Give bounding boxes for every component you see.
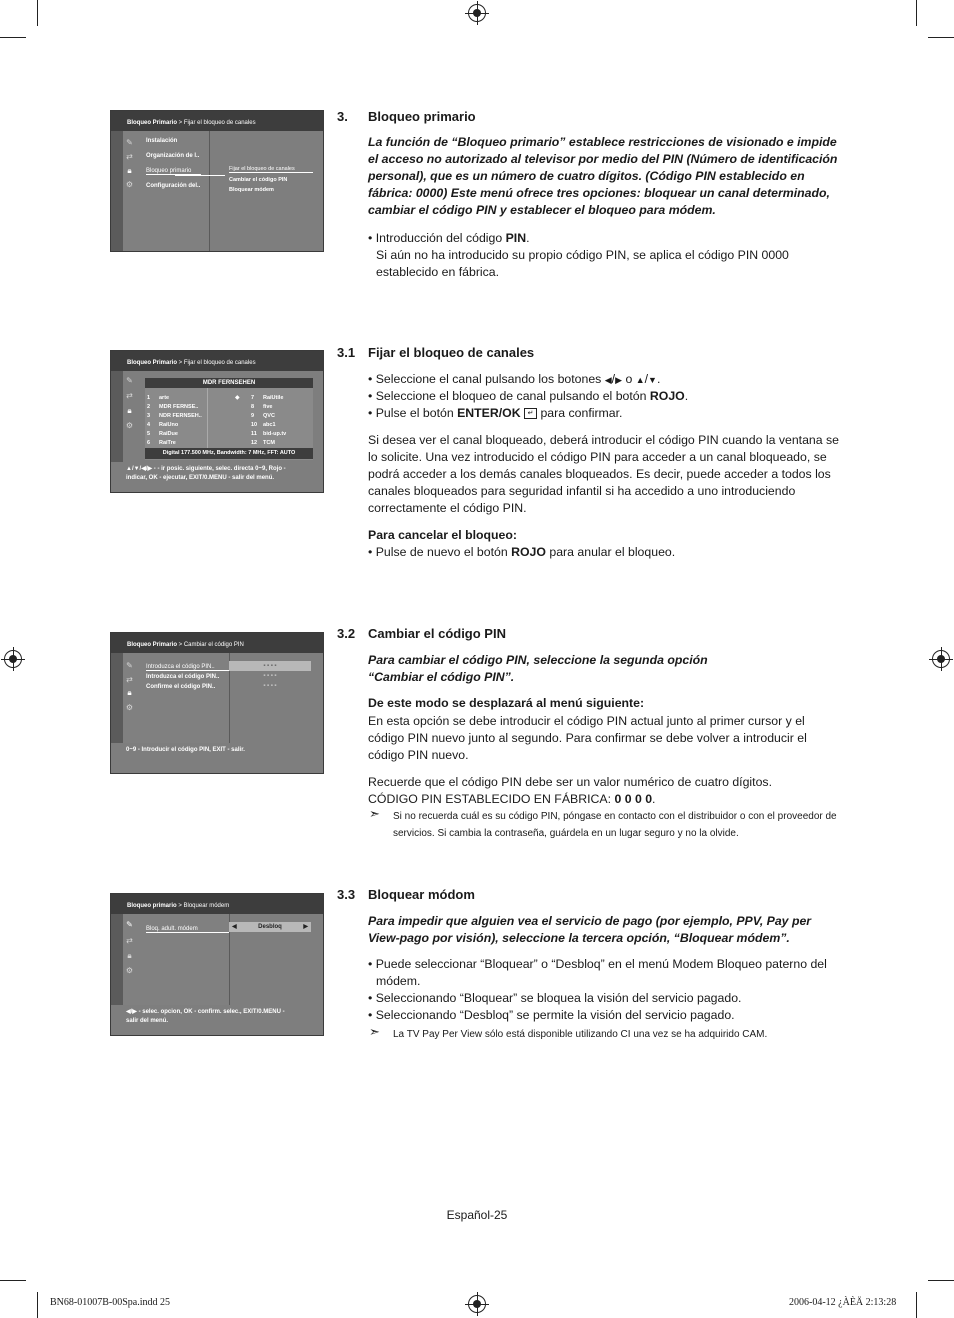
channel-name: abc1 (263, 422, 276, 428)
tv-screen-modem-lock: Bloqueo primario > Bloquear módem ✎ ⇄ 🔒︎ ⚙︎ Bloq. adult. módem ◀ Desbloq ▶ ◀/▶ - selec. opcion, OK - confirm. selec., EXIT/0.MENU - salir del menú. (110, 893, 324, 1036)
section-intro: Para cambiar el código PIN, seleccione la segunda opción (368, 653, 708, 667)
factory-pin: CÓDIGO PIN ESTABLECIDO EN FÁBRICA: 0 0 0 0. (368, 792, 656, 806)
selected-marker-icon: ◆ (235, 395, 240, 401)
bullet-select-channel: • Seleccione el canal pulsando los botones ◀/▶ o ▲/▼. (368, 372, 661, 386)
right-arrow-icon[interactable]: ▶ (303, 924, 308, 930)
section-number: 3.1 (337, 345, 356, 360)
section-number: 3. (337, 109, 348, 124)
screen-header: Bloqueo Primario > Fijar el bloqueo de canales (111, 111, 323, 131)
channel-number: 9 (251, 413, 255, 419)
channel-name: arte (159, 395, 170, 401)
cancel-title: Para cancelar el bloqueo: (368, 528, 517, 542)
lock-icon: 🔒︎ (127, 951, 132, 960)
channel-number: 8 (251, 404, 255, 410)
setup-icon: ⚙︎ (125, 180, 134, 189)
channel-icon: ⇄ (126, 936, 133, 945)
note-text: La TV Pay Per View sólo está disponible utilizando CI una vez se ha adquirido CAM. (393, 1029, 768, 1040)
channel-number: 4 (147, 422, 151, 428)
crop-mark (0, 1280, 26, 1281)
channel-row[interactable] (147, 440, 176, 446)
menu-item-configuration[interactable]: Configuración del.. (146, 183, 201, 189)
bullet-options: • Puede seleccionar “Bloquear” o “Desbloq” en el menú Modem Bloqueo paterno del (368, 957, 827, 971)
crop-mark (37, 0, 38, 26)
section-title: Fijar el bloqueo de canales (368, 345, 535, 360)
bullet-enter-ok: • Pulse el botón ENTER/OK ↵ para confirmar. (368, 406, 623, 420)
section-title: Bloqueo primario (368, 109, 476, 124)
section-intro: Para impedir que alguien vea el servicio de pago (por ejemplo, PPV, Pay per View-pago por visión), seleccione la tercera opción, “Bloquear módem”. (368, 914, 812, 945)
up-arrow-icon: ▲ (635, 375, 645, 385)
channel-number: 3 (147, 413, 151, 419)
note-text: Si no recuerda cuál es su código PIN, póngase en contacto con el distribuidor o con el proveedor de servicios. Si cambia la contraseña, guárdela en un lugar seguro y no la olvide. (393, 811, 837, 839)
channel-row[interactable] (251, 431, 286, 437)
tv-screen-channel-lock: Bloqueo Primario > Fijar el bloqueo de canales ✎ ⇄ 🔒︎ ⚙︎ MDR FERNSEHEN Digital 177.500 MHz, Bandwidth: 7 MHz, FFT: AUTO ◆ ▲/▼/◀/▶ - - ir posic. siguiente, selec. directa 0~9, Rojo - indicar, OK - ejecutar, EXIT/0.MENU - salir del menú. 1 arte 2 MDR FERNSE.. 3 NDR FERNSEH.. 4 RaiUno 5 RaiDue 6 RaiTre 7 RaiUtile 8 five 9 QVC 10 abc1 11 bid-up.tv 12 TCM (110, 350, 324, 493)
crop-mark (928, 37, 954, 38)
channel-number: 10 (251, 422, 258, 428)
channel-name: QVC (263, 413, 275, 419)
channel-number: 12 (251, 440, 258, 446)
section-intro: La función de “Bloqueo primario” establece restricciones de visionado e impide el acceso no autorizado al televisor por medio del PIN (Número de identificación personal), que es un número de cuatro dígitos. (Código PIN establecido en fábrica: 0000) Este menú ofrece tres opciones: bloquear un canal determinado, cambiar el código PIN y establecer el bloqueo para módem. (368, 135, 838, 217)
section-paragraph: Si desea ver el canal bloqueado, deberá introducir el código PIN cuando la ventana se lo solicite. Una vez introducido el código PIN para acceder a un canal bloqueado, se podrá acceder a los demás canales bloqueados. Es decir, puede acceder a todos los canales bloqueados para seguridad infantil si ha accedido a uno introduciendo correctamente el código PIN. (368, 433, 840, 515)
menu-item-parental-lock[interactable]: Bloqueo primario (146, 168, 201, 175)
lock-icon: 🔒︎ (127, 406, 132, 415)
crop-mark (916, 0, 917, 26)
antenna-icon: ✎ (126, 920, 133, 929)
setup-icon: ⚙︎ (125, 966, 134, 975)
channel-number: 6 (147, 440, 151, 446)
channel-row[interactable] (147, 395, 169, 401)
submenu-item-modem-lock[interactable]: Bloquear módem (229, 187, 274, 193)
confirm-pin-label: Confirme el código PIN.. (146, 684, 216, 690)
modem-lock-label: Bloq. adult. módem (146, 926, 229, 933)
channel-icon: ⇄ (126, 391, 133, 400)
screen-help: ◀/▶ - selec. opcion, OK - confirm. selec., EXIT/0.MENU - salir del menú. (126, 1009, 285, 1024)
channel-name: bid-up.tv (263, 431, 287, 437)
new-pin-label: Introduzca el código PIN.. (146, 674, 220, 680)
new-pin-field[interactable]: - - - - (263, 673, 277, 679)
channel-row[interactable] (147, 431, 178, 437)
sub-title: De este modo se desplazará al menú siguiente: (368, 696, 645, 710)
channel-number: 5 (147, 431, 151, 437)
channel-row[interactable] (147, 404, 198, 410)
bullet-red-button: • Seleccione el bloqueo de canal pulsando el botón ROJO. (368, 389, 689, 403)
bullet-pin: • Introducción del código PIN. (368, 231, 530, 245)
crop-mark (916, 1292, 917, 1318)
registration-mark-icon (4, 650, 22, 668)
current-pin-field[interactable]: - - - - (229, 661, 311, 671)
setup-icon: ⚙︎ (125, 703, 134, 712)
channel-icon: ⇄ (126, 675, 133, 684)
reminder-text: Recuerde que el código PIN debe ser un valor numérico de cuatro dígitos. (368, 775, 772, 789)
channel-row[interactable] (251, 413, 275, 419)
confirm-pin-field[interactable]: - - - - (263, 683, 277, 689)
modem-lock-selector[interactable] (229, 922, 311, 932)
antenna-icon: ✎ (126, 138, 133, 147)
page-number: Español-25 (446, 1208, 508, 1222)
channel-icon: ⇄ (126, 152, 133, 161)
left-arrow-icon: ◀ (604, 375, 612, 385)
channel-info: Digital 177.500 MHz, Bandwidth: 7 MHz, FFT: AUTO (145, 448, 313, 459)
registration-mark-icon (932, 650, 950, 668)
channel-name: RaiDue (159, 431, 178, 437)
crop-mark (0, 37, 26, 38)
section-number: 3.3 (337, 887, 356, 902)
note-arrow-icon: ➣ (369, 806, 380, 821)
screen-help: ▲/▼/◀/▶ - - ir posic. siguiente, selec. directa 0~9, Rojo - indicar, OK - ejecutar, EXIT/0.MENU - salir del menú. (126, 466, 286, 481)
left-arrow-icon[interactable]: ◀ (232, 924, 237, 930)
channel-row[interactable] (251, 422, 276, 428)
modem-lock-value: Desbloq (258, 924, 282, 930)
channel-name: TCM (263, 440, 275, 446)
antenna-icon: ✎ (126, 661, 133, 670)
setup-icon: ⚙︎ (125, 421, 134, 430)
channel-name: RaiTre (159, 440, 176, 446)
menu-item-installation[interactable]: Instalación (146, 138, 178, 144)
channel-number: 2 (147, 404, 151, 410)
channel-list (145, 378, 313, 460)
channel-number: 7 (251, 395, 255, 401)
channel-row[interactable] (251, 440, 275, 446)
channel-number: 11 (251, 431, 257, 437)
channel-name: RaiUno (159, 422, 179, 428)
crop-mark (37, 1292, 38, 1318)
lock-icon: 🔒︎ (127, 688, 132, 697)
section-number: 3.2 (337, 626, 356, 641)
section-title: Cambiar el código PIN (368, 626, 506, 641)
registration-mark-icon (468, 1295, 486, 1313)
channel-list-title: MDR FERNSEHEN (145, 378, 313, 388)
channel-row[interactable] (251, 395, 283, 401)
print-date: 2006-04-12 ¿ÀÈÄ 2:13:28 (789, 1297, 897, 1308)
channel-name: RaiUtile (263, 395, 284, 401)
crop-mark (928, 1280, 954, 1281)
channel-row[interactable] (147, 413, 202, 419)
submenu-item-change-pin[interactable]: Cambiar el código PIN (229, 177, 288, 183)
down-arrow-icon: ▼ (648, 375, 657, 385)
right-arrow-icon: ▶ (615, 375, 623, 385)
section-paragraph: En esta opción se debe introducir el código PIN actual junto al primer cursor y el código PIN nuevo junto al segundo. Para confirmar se debe volver a introducir el código PIN nuevo. (368, 714, 807, 762)
lock-icon: 🔒︎ (127, 166, 132, 175)
bullet-cancel: • Pulse de nuevo el botón ROJO para anular el bloqueo. (368, 545, 676, 559)
tv-screen-change-pin: Bloqueo Primario > Cambiar el código PIN ✎ ⇄ 🔒︎ ⚙︎ Introduzca el código PIN.. Introduzca el código PIN.. Confirme el código PIN.. - - - - - - - - - - - - 0~9 - Introducir el código PIN, EXIT - salir. (110, 632, 324, 774)
file-name: BN68-01007B-00Spa.indd 25 (50, 1297, 170, 1308)
channel-name: NDR FERNSEH.. (159, 413, 202, 419)
channel-name: five (263, 404, 273, 410)
channel-name: MDR FERNSE.. (159, 404, 199, 410)
bullet-block: • Seleccionando “Bloquear” se bloquea la visión del servicio pagado. (368, 991, 742, 1005)
submenu-item-channel-lock[interactable]: Fijar el bloqueo de canales (229, 166, 313, 173)
note-arrow-icon: ➣ (369, 1024, 380, 1039)
current-pin-label: Introduzca el código PIN.. (146, 664, 229, 671)
channel-row[interactable] (147, 422, 178, 428)
bullet-unblock: • Seleccionando “Desbloq” se permite la visión del servicio pagado. (368, 1008, 735, 1022)
enter-key-icon: ↵ (524, 408, 537, 419)
antenna-icon: ✎ (126, 376, 133, 385)
channel-row[interactable] (251, 404, 272, 410)
screen-help: 0~9 - Introducir el código PIN, EXIT - salir. (126, 747, 245, 753)
tv-screen-parental-lock-menu (110, 110, 324, 252)
registration-mark-icon (468, 4, 486, 22)
menu-item-organization[interactable]: Organización de l.. (146, 153, 200, 159)
section-title: Bloquear módom (368, 887, 475, 902)
channel-number: 1 (147, 395, 151, 401)
